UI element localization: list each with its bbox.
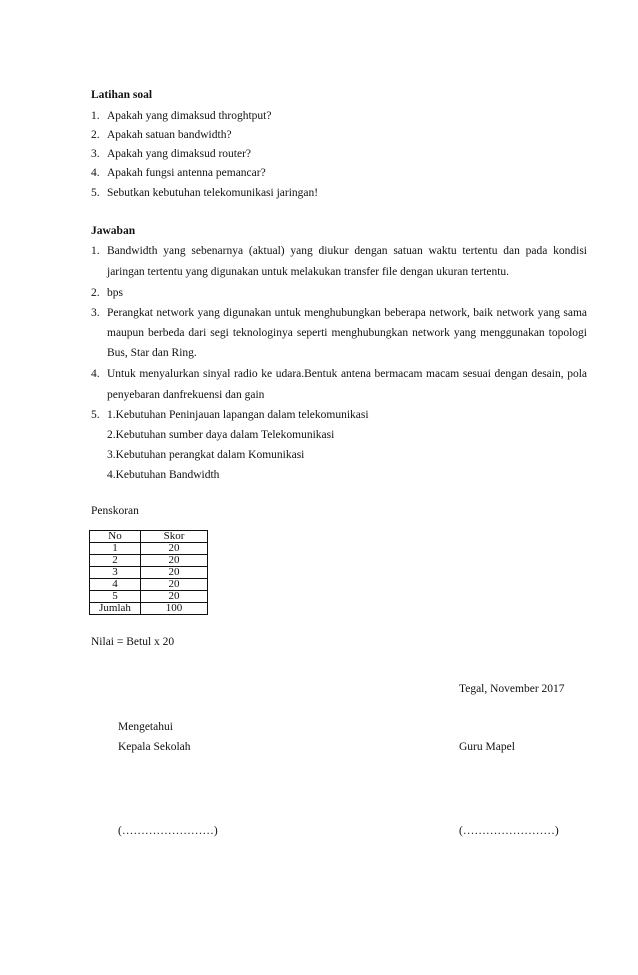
guru-mapel-label: Guru Mapel bbox=[459, 741, 515, 753]
answer-4-line-1: Untuk menyalurkan sinyal radio ke udara.Bentuk antena bermacam macam sesuai dengan desain, pola bbox=[107, 368, 587, 380]
question-5: Sebutkan kebutuhan telekomunikasi jaringan! bbox=[107, 187, 319, 199]
table-row bbox=[90, 567, 208, 579]
answer-5-item-2: 2.Kebutuhan sumber daya dalam Telekomunikasi bbox=[107, 429, 335, 441]
cell-skor: 100 bbox=[141, 603, 208, 615]
cell-no: 4 bbox=[90, 579, 141, 591]
question-number: 5. bbox=[91, 187, 100, 199]
answer-1-line-1: Bandwidth yang sebenarnya (aktual) yang diukur dengan satuan waktu tertentu dan pada kondisi bbox=[107, 245, 587, 257]
answer-5-item-3: 3.Kebutuhan perangkat dalam Komunikasi bbox=[107, 449, 305, 461]
question-number: 3. bbox=[91, 148, 100, 160]
column-header-no: No bbox=[90, 531, 141, 543]
cell-no: 1 bbox=[90, 543, 141, 555]
cell-no: 5 bbox=[90, 591, 141, 603]
answer-3-line-3: Bus, Star dan Ring. bbox=[107, 347, 197, 359]
table-row bbox=[90, 591, 208, 603]
signature-line-right: (……………………) bbox=[459, 825, 559, 837]
answer-number: 1. bbox=[91, 245, 100, 257]
cell-no: 3 bbox=[90, 567, 141, 579]
mengetahui-label: Mengetahui bbox=[118, 721, 173, 733]
cell-skor: 20 bbox=[141, 567, 208, 579]
table-row-total bbox=[90, 603, 208, 615]
answer-3-line-2: maupun berbeda dari segi teknologinya seperti menghubungkan network yang menggunakan topologi bbox=[107, 327, 587, 339]
cell-no: Jumlah bbox=[90, 603, 141, 615]
place-date: Tegal, November 2017 bbox=[459, 683, 565, 695]
jawaban-heading: Jawaban bbox=[91, 225, 136, 237]
answer-5-item-4: 4.Kebutuhan Bandwidth bbox=[107, 469, 220, 481]
column-header-skor: Skor bbox=[141, 531, 208, 543]
question-4: Apakah fungsi antenna pemancar? bbox=[107, 167, 266, 179]
cell-no: 2 bbox=[90, 555, 141, 567]
answer-5-item-1: 1.Kebutuhan Peninjauan lapangan dalam telekomunikasi bbox=[107, 409, 369, 421]
answer-number: 3. bbox=[91, 307, 100, 319]
answer-3-line-1: Perangkat network yang digunakan untuk menghubungkan beberapa network, baik network yang sama bbox=[107, 307, 587, 319]
question-number: 1. bbox=[91, 110, 100, 122]
question-3: Apakah yang dimaksud router? bbox=[107, 148, 252, 160]
answer-number: 4. bbox=[91, 368, 100, 380]
latihan-heading: Latihan soal bbox=[91, 89, 153, 101]
cell-skor: 20 bbox=[141, 543, 208, 555]
score-table-header bbox=[90, 531, 208, 543]
cell-skor: 20 bbox=[141, 591, 208, 603]
penskoran-heading: Penskoran bbox=[91, 505, 139, 517]
kepala-sekolah-label: Kepala Sekolah bbox=[118, 741, 191, 753]
score-table bbox=[89, 530, 208, 615]
cell-skor: 20 bbox=[141, 579, 208, 591]
table-row bbox=[90, 543, 208, 555]
question-number: 2. bbox=[91, 129, 100, 141]
answer-4-line-2: penyebaran danfrekuensi dan gain bbox=[107, 389, 265, 401]
question-number: 4. bbox=[91, 167, 100, 179]
nilai-formula: Nilai = Betul x 20 bbox=[91, 636, 175, 648]
cell-skor: 20 bbox=[141, 555, 208, 567]
answer-number: 2. bbox=[91, 287, 100, 299]
question-1: Apakah yang dimaksud throghtput? bbox=[107, 110, 272, 122]
table-row bbox=[90, 579, 208, 591]
question-2: Apakah satuan bandwidth? bbox=[107, 129, 232, 141]
answer-number: 5. bbox=[91, 409, 100, 421]
answer-2: bps bbox=[107, 287, 123, 299]
answer-1-line-2: jaringan tertentu yang digunakan untuk melakukan transfer file dengan ukuran tertentu. bbox=[107, 266, 510, 278]
signature-line-left: (……………………) bbox=[118, 825, 218, 837]
table-row bbox=[90, 555, 208, 567]
